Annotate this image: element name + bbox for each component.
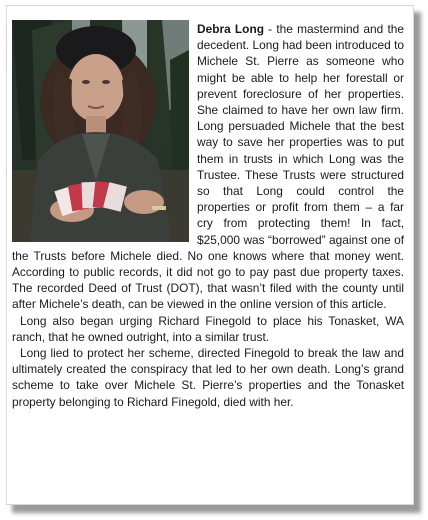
lead-name: Debra Long: [197, 22, 264, 36]
paragraph-1-text: - the mastermind and the decedent. Long had been introduced to Michele St. Pierre as someone who might be able to help her forestall or prevent foreclosure of her properties. She claimed to have her own law firm. Long persuaded Michele that the best way to save her properties was to put them in trusts in which Long was the Trustee. These Trusts were structured so that Long could control the properties or profit from them – a far cry from protecting them! In fact, $25,000 was “borrowed” against one of the Trusts before Michele died. No one knows where that money went. According to public records, it did not go to pay past due property taxes. The recorded Deed of Trust (DOT), that wasn’t filed with the county until after Michele’s death, can be viewed in the online version of this article.: [12, 22, 404, 312]
photo: [12, 20, 189, 242]
paragraph-2: Long also began urging Richard Finegold to place his Tonasket, WA ranch, that he owned outright, into a similar trust.: [12, 313, 404, 344]
paragraph-3: Long lied to protect her scheme, directed Finegold to break the law and ultimately created the conspiracy that led to her own death. Long’s grand scheme to take over Michele St. Pierre’s properties and the Tonasket property belonging to Richard Finegold, died with her.: [12, 346, 404, 409]
photo-illustration: [12, 20, 189, 242]
article-text: [12, 21, 404, 410]
